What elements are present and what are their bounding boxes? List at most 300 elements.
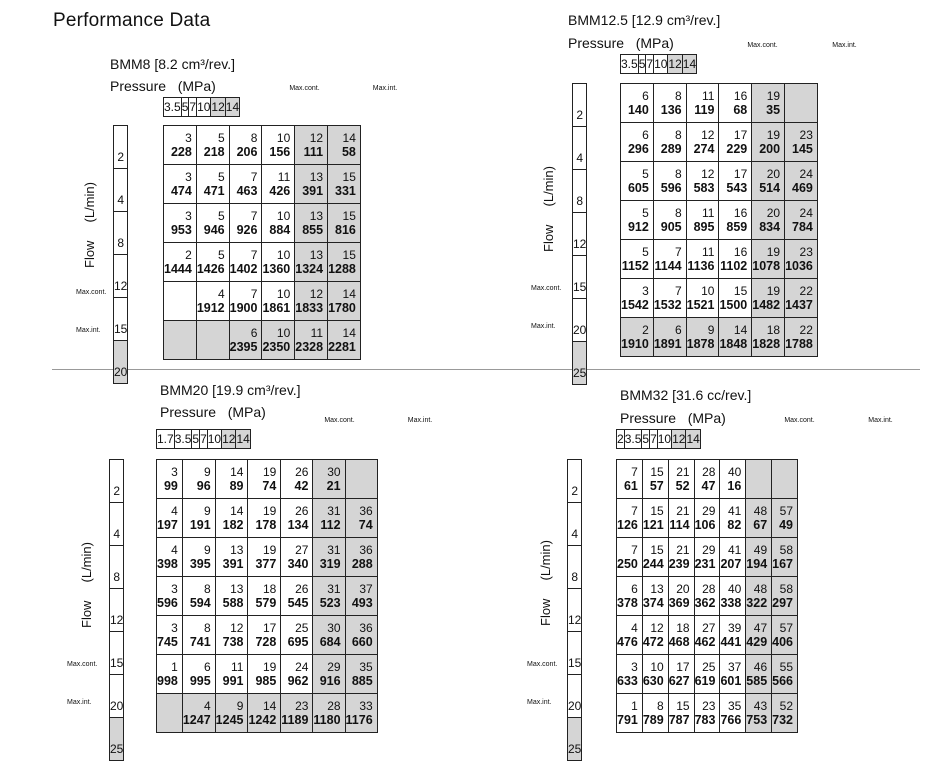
speed-value: 8 <box>674 88 682 103</box>
data-cell <box>785 84 818 123</box>
data-cell <box>164 321 197 360</box>
speed-value: 7 <box>631 542 638 557</box>
torque-value: 167 <box>772 556 794 571</box>
torque-value: 1242 <box>248 712 277 727</box>
speed-value: 46 <box>753 659 768 674</box>
speed-value: 24 <box>799 205 813 220</box>
table-row <box>621 279 818 318</box>
flow-max-cont-label: Max.cont. <box>531 285 562 292</box>
torque-value: 1245 <box>215 712 244 727</box>
data-cell <box>720 538 746 577</box>
data-cell <box>621 318 654 357</box>
torque-value: 2281 <box>328 339 356 354</box>
speed-value: 12 <box>701 166 715 181</box>
data-cell <box>746 655 772 694</box>
data-cell <box>694 616 720 655</box>
torque-value: 58 <box>341 144 356 159</box>
torque-value: 633 <box>617 673 638 688</box>
data-cell <box>295 165 328 204</box>
speed-value: 5 <box>217 169 225 184</box>
speed-value: 9 <box>203 464 211 479</box>
data-cell <box>196 126 229 165</box>
data-cell <box>668 499 694 538</box>
speed-value: 9 <box>707 322 715 337</box>
data-cell <box>229 282 262 321</box>
max-int-label: Max.int. <box>372 85 398 92</box>
torque-value: 331 <box>335 183 356 198</box>
flow-max-int-label: Max.int. <box>67 699 92 706</box>
flow-cell: 4 <box>573 127 587 170</box>
torque-value: 594 <box>189 595 211 610</box>
data-cell <box>215 655 248 694</box>
speed-value: 6 <box>203 659 211 674</box>
pressure-cell: 10 <box>197 98 211 117</box>
data-cell <box>653 201 686 240</box>
torque-value: 42 <box>294 478 309 493</box>
torque-value: 583 <box>693 180 715 195</box>
pressure-cell: 7 <box>189 98 197 117</box>
torque-value: 395 <box>189 556 211 571</box>
flow-cell: 15 <box>568 632 582 675</box>
data-cell <box>642 538 668 577</box>
speed-value: 10 <box>276 208 291 223</box>
table-row <box>617 577 798 616</box>
data-cell <box>785 201 818 240</box>
flow-column <box>572 83 587 385</box>
flow-cell: 15 <box>110 632 124 675</box>
data-cell <box>262 321 295 360</box>
data-cell <box>653 318 686 357</box>
table-row <box>164 282 361 321</box>
torque-value: 2395 <box>229 339 258 354</box>
data-cell <box>313 538 345 577</box>
pressure-cell: 5 <box>642 430 650 449</box>
speed-value: 36 <box>359 503 373 518</box>
data-cell <box>668 460 694 499</box>
speed-value: 15 <box>342 247 356 262</box>
torque-value: 630 <box>642 673 664 688</box>
speed-value: 27 <box>295 542 309 557</box>
data-cell <box>719 162 752 201</box>
torque-value: 471 <box>203 183 225 198</box>
data-cell <box>262 243 295 282</box>
table-row <box>157 499 378 538</box>
data-cell <box>621 279 654 318</box>
torque-value: 16 <box>727 478 742 493</box>
speed-value: 28 <box>327 698 341 713</box>
torque-value: 660 <box>351 634 373 649</box>
speed-value: 11 <box>701 88 715 103</box>
speed-value: 8 <box>674 166 682 181</box>
data-cell <box>720 499 746 538</box>
data-cell <box>686 84 719 123</box>
pressure-cell: 1.7 <box>157 430 175 449</box>
torque-value: 49 <box>779 517 794 532</box>
torque-value: 1828 <box>752 336 781 351</box>
data-cell <box>196 282 229 321</box>
flow-axis-label: Flow (L/min) <box>82 182 97 268</box>
torque-value: 895 <box>693 219 715 234</box>
torque-value: 627 <box>668 673 690 688</box>
data-cell <box>345 538 377 577</box>
speed-value: 3 <box>631 659 638 674</box>
flow-cell: 4 <box>110 503 124 546</box>
torque-value: 296 <box>627 141 649 156</box>
pressure-cell: 14 <box>236 430 250 449</box>
data-cell <box>772 577 798 616</box>
flow-max-int-label: Max.int. <box>527 699 552 706</box>
speed-value: 30 <box>327 620 341 635</box>
torque-value: 136 <box>660 102 682 117</box>
torque-value: 47 <box>701 478 716 493</box>
flow-cell: 4 <box>568 503 582 546</box>
table-row <box>164 321 361 360</box>
table-row <box>617 694 798 733</box>
data-cell <box>785 162 818 201</box>
torque-value: 585 <box>746 673 768 688</box>
flow-cell: 20 <box>114 341 128 384</box>
torque-value: 182 <box>222 517 244 532</box>
torque-value: 391 <box>302 183 324 198</box>
table-row <box>164 204 361 243</box>
flow-column <box>567 459 582 761</box>
data-cell <box>719 123 752 162</box>
speed-value: 15 <box>342 208 356 223</box>
max-int-label: Max.int. <box>407 417 433 424</box>
data-cell <box>785 240 818 279</box>
torque-value: 319 <box>319 556 341 571</box>
flow-cell: 2 <box>573 84 587 127</box>
flow-cell: 12 <box>110 589 124 632</box>
torque-value: 35 <box>766 102 781 117</box>
data-cell <box>719 318 752 357</box>
torque-value: 274 <box>693 141 715 156</box>
flow-column <box>113 125 128 384</box>
data-grid <box>156 459 378 733</box>
data-cell <box>164 165 197 204</box>
table-row <box>164 165 361 204</box>
table-row <box>621 318 818 357</box>
torque-value: 74 <box>262 478 277 493</box>
data-cell <box>182 538 215 577</box>
torque-value: 912 <box>627 219 649 234</box>
flow-cell: 4 <box>114 169 128 212</box>
torque-value: 1521 <box>686 297 715 312</box>
torque-value: 134 <box>287 517 309 532</box>
torque-value: 588 <box>222 595 244 610</box>
data-cell <box>719 201 752 240</box>
data-cell <box>720 460 746 499</box>
torque-value: 1152 <box>621 258 649 273</box>
torque-value: 429 <box>746 634 768 649</box>
speed-value: 5 <box>642 166 649 181</box>
speed-value: 10 <box>701 283 715 298</box>
speed-value: 33 <box>359 698 373 713</box>
torque-value: 695 <box>287 634 309 649</box>
torque-value: 57 <box>649 478 664 493</box>
torque-value: 338 <box>720 595 742 610</box>
torque-value: 1780 <box>328 300 356 315</box>
data-cell <box>345 577 377 616</box>
speed-value: 11 <box>701 205 715 220</box>
torque-value: 1891 <box>653 336 682 351</box>
speed-value: 12 <box>309 130 324 145</box>
torque-value: 1136 <box>687 258 715 273</box>
data-cell <box>752 318 785 357</box>
data-cell <box>313 577 345 616</box>
speed-value: 17 <box>733 127 748 142</box>
speed-value: 13 <box>230 542 244 557</box>
data-cell <box>694 460 720 499</box>
torque-value: 789 <box>642 712 664 727</box>
flow-cell: 20 <box>568 675 582 718</box>
data-cell <box>752 123 785 162</box>
data-cell <box>157 460 183 499</box>
flow-cell: 12 <box>114 255 128 298</box>
speed-value: 3 <box>171 464 178 479</box>
data-cell <box>720 694 746 733</box>
data-cell <box>248 499 281 538</box>
model-title: BMM12.5 [12.9 cm³/rev.] <box>568 12 721 28</box>
data-cell <box>182 499 215 538</box>
speed-value: 22 <box>799 283 813 298</box>
torque-value: 787 <box>668 712 690 727</box>
data-cell <box>164 243 197 282</box>
data-cell <box>182 577 215 616</box>
data-cell <box>281 499 313 538</box>
speed-value: 4 <box>217 286 225 301</box>
speed-value: 15 <box>650 503 664 518</box>
torque-value: 140 <box>627 102 649 117</box>
data-cell <box>621 240 654 279</box>
data-cell <box>746 616 772 655</box>
data-cell <box>653 279 686 318</box>
table-row <box>621 84 818 123</box>
speed-value: 10 <box>276 247 291 262</box>
pressure-cell: 12 <box>211 98 225 117</box>
pressure-cell: 3.5 <box>164 98 182 117</box>
torque-value: 369 <box>668 595 690 610</box>
max-cont-label: Max.cont. <box>289 85 320 92</box>
speed-value: 12 <box>230 620 244 635</box>
torque-value: 67 <box>753 517 768 532</box>
page-title: Performance Data <box>53 10 211 31</box>
pressure-cell: 10 <box>207 430 221 449</box>
speed-value: 40 <box>727 464 742 479</box>
data-cell <box>248 694 281 733</box>
speed-value: 40 <box>727 581 742 596</box>
speed-value: 19 <box>262 659 277 674</box>
speed-value: 55 <box>779 659 794 674</box>
data-cell <box>686 201 719 240</box>
max-cont-label: Max.cont. <box>324 417 355 424</box>
torque-value: 52 <box>675 478 690 493</box>
torque-value: 732 <box>772 712 794 727</box>
data-cell <box>164 126 197 165</box>
speed-value: 8 <box>203 620 211 635</box>
speed-value: 7 <box>250 169 258 184</box>
flow-max-cont-label: Max.cont. <box>527 661 558 668</box>
torque-value: 1402 <box>229 261 258 276</box>
pressure-cell: 7 <box>200 430 208 449</box>
data-cell <box>164 282 197 321</box>
flow-cell: 20 <box>110 675 124 718</box>
torque-value: 596 <box>660 180 682 195</box>
torque-value: 995 <box>189 673 211 688</box>
flow-max-cont-label: Max.cont. <box>67 661 98 668</box>
speed-value: 1 <box>171 659 178 674</box>
speed-value: 29 <box>702 542 716 557</box>
flow-max-int-label: Max.int. <box>531 323 556 330</box>
pressure-cell: 7 <box>650 430 658 449</box>
section-divider <box>52 369 920 370</box>
torque-value: 791 <box>617 712 638 727</box>
torque-value: 884 <box>269 222 291 237</box>
torque-value: 191 <box>189 517 211 532</box>
torque-value: 398 <box>157 556 178 571</box>
data-cell <box>196 204 229 243</box>
torque-value: 834 <box>759 219 781 234</box>
torque-value: 1900 <box>229 300 258 315</box>
data-cell <box>196 321 229 360</box>
torque-value: 1144 <box>654 258 682 273</box>
speed-value: 4 <box>171 503 178 518</box>
torque-value: 476 <box>617 634 638 649</box>
data-cell <box>157 538 183 577</box>
torque-value: 340 <box>287 556 309 571</box>
data-cell <box>295 243 328 282</box>
pressure-cell: 7 <box>646 55 654 74</box>
speed-value: 10 <box>650 659 664 674</box>
speed-value: 3 <box>185 208 192 223</box>
data-cell <box>785 318 818 357</box>
data-cell <box>328 126 361 165</box>
pressure-label: Pressure (MPa) <box>620 410 726 426</box>
speed-value: 8 <box>674 127 682 142</box>
table-row <box>164 126 361 165</box>
torque-value: 145 <box>792 141 813 156</box>
torque-value: 228 <box>170 144 192 159</box>
data-cell <box>772 460 798 499</box>
speed-value: 14 <box>342 325 356 340</box>
speed-value: 18 <box>766 322 781 337</box>
torque-value: 1189 <box>281 712 309 727</box>
torque-value: 114 <box>669 517 690 532</box>
speed-value: 41 <box>727 503 742 518</box>
pressure-label: Pressure (MPa) <box>110 78 216 94</box>
torque-value: 1176 <box>345 712 373 727</box>
torque-value: 126 <box>617 517 638 532</box>
data-cell <box>157 577 183 616</box>
table-row <box>157 655 378 694</box>
speed-value: 20 <box>766 166 781 181</box>
torque-value: 297 <box>772 595 794 610</box>
torque-value: 82 <box>727 517 742 532</box>
speed-value: 41 <box>727 542 742 557</box>
speed-value: 11 <box>701 244 715 259</box>
torque-value: 741 <box>189 634 211 649</box>
flow-cell: 20 <box>573 299 587 342</box>
speed-value: 11 <box>310 325 324 340</box>
table-row <box>621 162 818 201</box>
speed-value: 31 <box>327 542 341 557</box>
table-row <box>164 243 361 282</box>
speed-value: 24 <box>295 659 309 674</box>
torque-value: 288 <box>351 556 373 571</box>
pressure-cell: 5 <box>181 98 189 117</box>
flow-cell: 8 <box>110 546 124 589</box>
speed-value: 5 <box>642 205 649 220</box>
data-cell <box>345 694 377 733</box>
torque-value: 1500 <box>719 297 748 312</box>
speed-value: 21 <box>676 503 690 518</box>
data-cell <box>719 240 752 279</box>
speed-value: 13 <box>650 581 664 596</box>
speed-value: 28 <box>702 581 716 596</box>
pressure-cell: 10 <box>657 430 671 449</box>
speed-value: 14 <box>230 503 244 518</box>
speed-value: 10 <box>276 130 291 145</box>
speed-value: 35 <box>727 698 742 713</box>
data-cell <box>313 616 345 655</box>
data-cell <box>694 655 720 694</box>
speed-value: 4 <box>171 542 178 557</box>
data-cell <box>617 538 643 577</box>
torque-value: 1861 <box>262 300 291 315</box>
pressure-label: Pressure (MPa) <box>160 404 266 420</box>
flow-axis-label: Flow (L/min) <box>538 540 553 626</box>
speed-value: 37 <box>359 581 373 596</box>
torque-value: 121 <box>642 517 664 532</box>
speed-value: 52 <box>779 698 794 713</box>
torque-value: 905 <box>660 219 682 234</box>
speed-value: 21 <box>676 464 690 479</box>
data-cell <box>157 655 183 694</box>
pressure-cell: 3.5 <box>174 430 192 449</box>
torque-value: 601 <box>720 673 742 688</box>
data-cell <box>642 616 668 655</box>
data-cell <box>313 655 345 694</box>
speed-value: 5 <box>217 247 225 262</box>
speed-value: 29 <box>702 503 716 518</box>
data-cell <box>617 577 643 616</box>
pressure-cell: 2 <box>617 430 625 449</box>
pressure-header <box>156 429 251 449</box>
data-cell <box>719 84 752 123</box>
torque-value: 406 <box>772 634 794 649</box>
flow-cell: 8 <box>573 170 587 213</box>
data-cell <box>229 165 262 204</box>
torque-value: 619 <box>694 673 716 688</box>
data-cell <box>328 321 361 360</box>
speed-value: 19 <box>262 503 277 518</box>
torque-value: 745 <box>157 634 178 649</box>
speed-value: 6 <box>642 88 649 103</box>
data-cell <box>313 694 345 733</box>
torque-value: 514 <box>759 180 781 195</box>
speed-value: 13 <box>309 208 324 223</box>
speed-value: 12 <box>650 620 664 635</box>
data-cell <box>653 240 686 279</box>
data-cell <box>720 616 746 655</box>
data-cell <box>345 460 377 499</box>
torque-value: 566 <box>772 673 794 688</box>
data-cell <box>248 538 281 577</box>
data-cell <box>772 538 798 577</box>
pressure-header <box>163 97 240 117</box>
speed-value: 25 <box>295 620 309 635</box>
table-row <box>621 123 818 162</box>
